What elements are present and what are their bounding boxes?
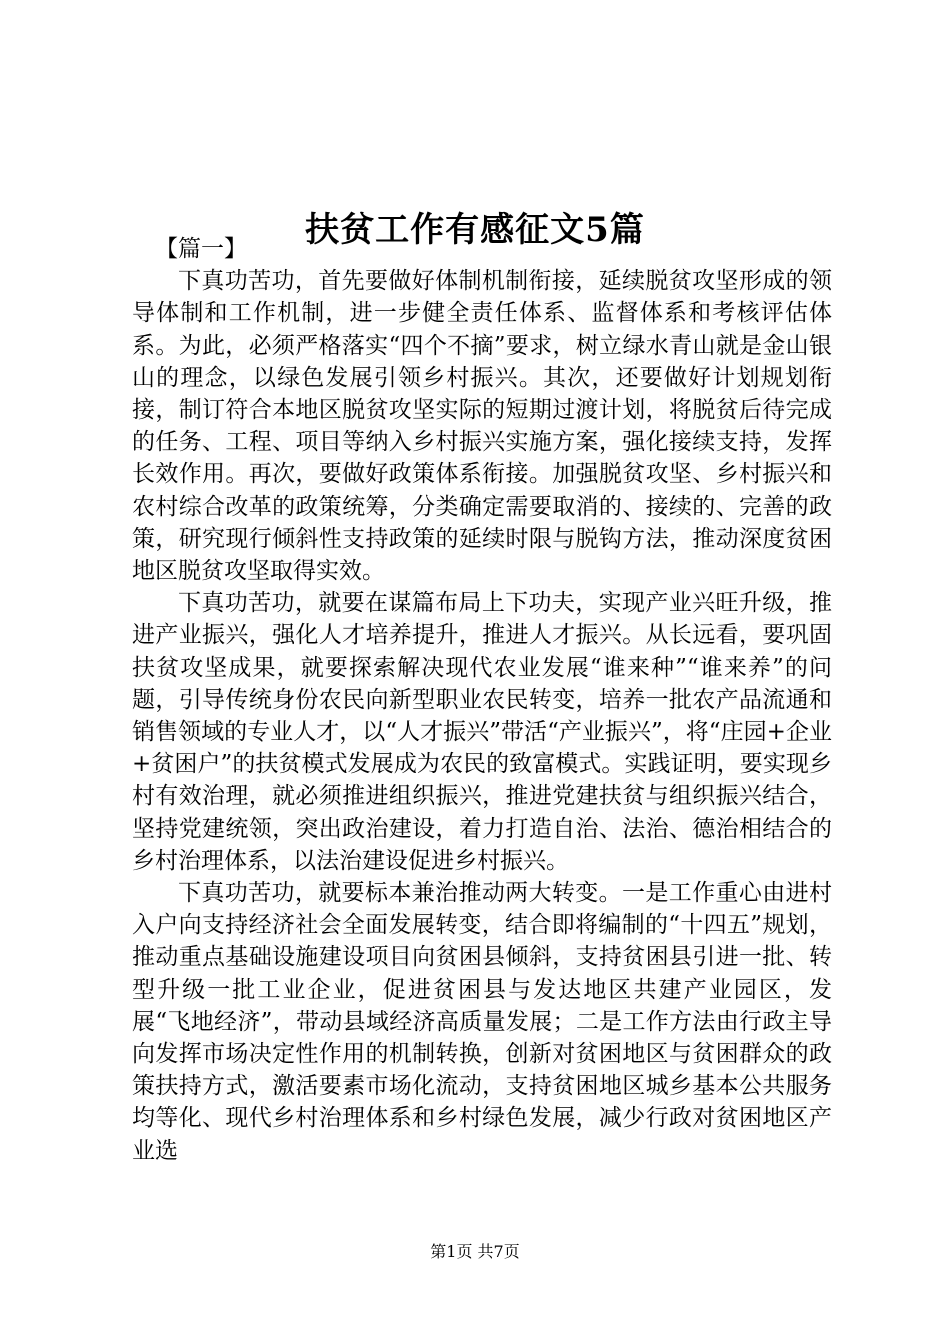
page-footer <box>0 1240 950 1264</box>
paragraph-3: 下真功苦功，就要标本兼治推动两大转变。一是工作重心由进村入户向支持经济社会全面发展转变，结合即将编制的“十四五”规划，推动重点基础设施建设项目向贫困县倾斜，支持贫困县引进一批、转型升级一批工业企业，促进贫困县与发达地区共建产业园区，发展“飞地经济”，带动县域经济高质量发展；二是工作方法由行政主导向发挥市场决定性作用的机制转换，创新对贫困地区与贫困群众的政策扶持方式，激活要素市场化流动，支持贫困地区城乡基本公共服务均等化、现代乡村治理体系和乡村绿色发展，减少行政对贫困地区产业选 <box>132 880 832 1164</box>
section-heading: 【篇一】 <box>155 236 247 262</box>
document-body <box>132 233 832 1167</box>
page-total: 共7页 <box>477 1242 520 1261</box>
paragraph-1: 下真功苦功，首先要做好体制机制衔接，延续脱贫攻坚形成的领导体制和工作机制，进一步健全责任体系、监督体系和考核评估体系。为此，必须严格落实“四个不摘”要求，树立绿水青山就是金山银山的理念，以绿色发展引领乡村振兴。其次，还要做好计划规划衔接，制订符合本地区脱贫攻坚实际的短期过渡计划，将脱贫后待完成的任务、工程、项目等纳入乡村振兴实施方案，强化接续支持，发挥长效作用。再次，要做好政策体系衔接。加强脱贫攻坚、乡村振兴和农村综合改革的政策统筹，分类确定需要取消的、接续的、完善的政策，研究现行倾斜性支持政策的延续时限与脱钩方法，推动深度贫困地区脱贫攻坚取得实效。 <box>132 268 832 585</box>
paragraph-2: 下真功苦功，就要在谋篇布局上下功夫，实现产业兴旺升级，推进产业振兴，强化人才培养提升，推进人才振兴。从长远看，要巩固扶贫攻坚成果，就要探索解决现代农业发展“谁来种”“谁来养”的问题，引导传统身份农民向新型职业农民转变，培养一批农产品流通和销售领域的专业人才，以“人才振兴”带活“产业振兴”，将“庄园+企业+贫困户”的扶贫模式发展成为农民的致富模式。实践证明，要实现乡村有效治理，就必须推进组织振兴，推进党建扶贫与组织振兴结合，坚持党建统领，突出政治建设，着力打造自治、法治、德治相结合的乡村治理体系，以法治建设促进乡村振兴。 <box>132 590 832 874</box>
page-number: 第1页 <box>430 1242 473 1261</box>
document-title: 扶贫工作有感征文5篇 <box>305 209 645 250</box>
